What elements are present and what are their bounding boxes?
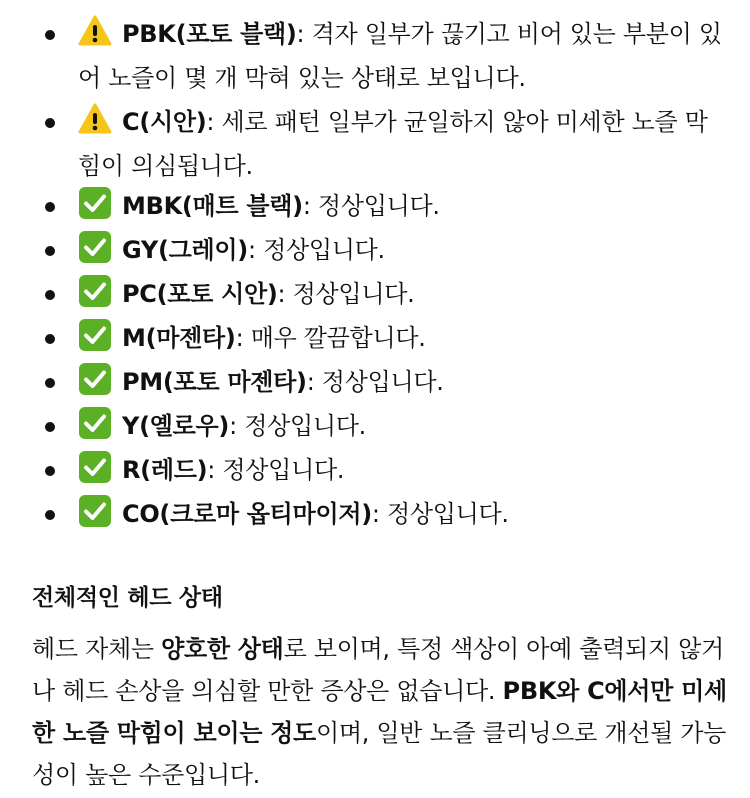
- item-label: C(시안): [122, 108, 207, 136]
- summary-text-2: 로 보이며, 특정 색상이 아예 출력되지 않거나 헤드 손상을 의심할 만한 증상은 없습니다.: [32, 635, 724, 705]
- list-item: [0, 228, 750, 272]
- item-label: R(레드): [122, 456, 208, 484]
- item-label: CO(크로마 옵티마이저): [122, 500, 372, 528]
- bullet-dot: [45, 422, 55, 432]
- list-item: [0, 184, 750, 228]
- summary-paragraph: [32, 628, 732, 796]
- bullet-dot: [45, 334, 55, 344]
- item-text: : 매우 깔끔합니다.: [235, 324, 426, 352]
- summary-bold-2: PBK와 C에서만 미세한 노즐 막힘이 보이는 정도: [32, 677, 727, 747]
- list-item: [0, 12, 750, 100]
- bullet-dot: [45, 30, 55, 40]
- list-item: [0, 360, 750, 404]
- warning-icon: [78, 102, 112, 136]
- item-text: : 정상입니다.: [277, 280, 415, 308]
- bullet-dot: [45, 378, 55, 388]
- item-text: : 정상입니다.: [247, 236, 385, 264]
- list-item: [0, 272, 750, 316]
- summary-text-1: 헤드 자체는: [32, 635, 162, 663]
- warning-icon: [78, 14, 112, 48]
- list-item: [0, 448, 750, 492]
- bullet-dot: [45, 466, 55, 476]
- check-icon: [78, 406, 112, 440]
- item-label: PBK(포토 블랙): [122, 20, 297, 48]
- list-item: [0, 316, 750, 360]
- bullet-dot: [45, 290, 55, 300]
- list-item: [0, 404, 750, 448]
- item-text: : 정상입니다.: [207, 456, 345, 484]
- list-item: [0, 100, 750, 188]
- check-icon: [78, 318, 112, 352]
- check-icon: [78, 186, 112, 220]
- item-label: M(마젠타): [122, 324, 236, 352]
- check-icon: [78, 450, 112, 484]
- item-text: : 정상입니다.: [371, 500, 509, 528]
- item-label: GY(그레이): [122, 236, 248, 264]
- section-title: 전체적인 헤드 상태: [32, 585, 223, 611]
- item-label: Y(옐로우): [122, 412, 230, 440]
- bullet-dot: [45, 246, 55, 256]
- summary-text-3: 이며, 일반 노즐 클리닝으로 개선될 가능성이 높은 수준입니다.: [32, 719, 727, 789]
- check-icon: [78, 274, 112, 308]
- item-text: : 격자 일부가 끊기고 비어 있는 부분이 있어 노즐이 몇 개 막혀 있는 상태로 보입니다.: [78, 20, 722, 92]
- summary-bold-1: 양호한 상태: [161, 635, 284, 663]
- check-icon: [78, 230, 112, 264]
- item-text: : 정상입니다.: [229, 412, 366, 440]
- item-text: : 세로 패턴 일부가 균일하지 않아 미세한 노즐 막힘이 의심됩니다.: [78, 108, 708, 180]
- item-label: PC(포토 시안): [122, 280, 278, 308]
- item-label: PM(포토 마젠타): [122, 368, 307, 396]
- check-icon: [78, 494, 112, 528]
- bullet-dot: [45, 202, 55, 212]
- bullet-dot: [45, 510, 55, 520]
- item-text: : 정상입니다.: [302, 192, 440, 220]
- bullet-dot: [45, 118, 55, 128]
- item-label: MBK(매트 블랙): [122, 192, 303, 220]
- list-item: [0, 492, 750, 536]
- check-icon: [78, 362, 112, 396]
- item-text: : 정상입니다.: [306, 368, 444, 396]
